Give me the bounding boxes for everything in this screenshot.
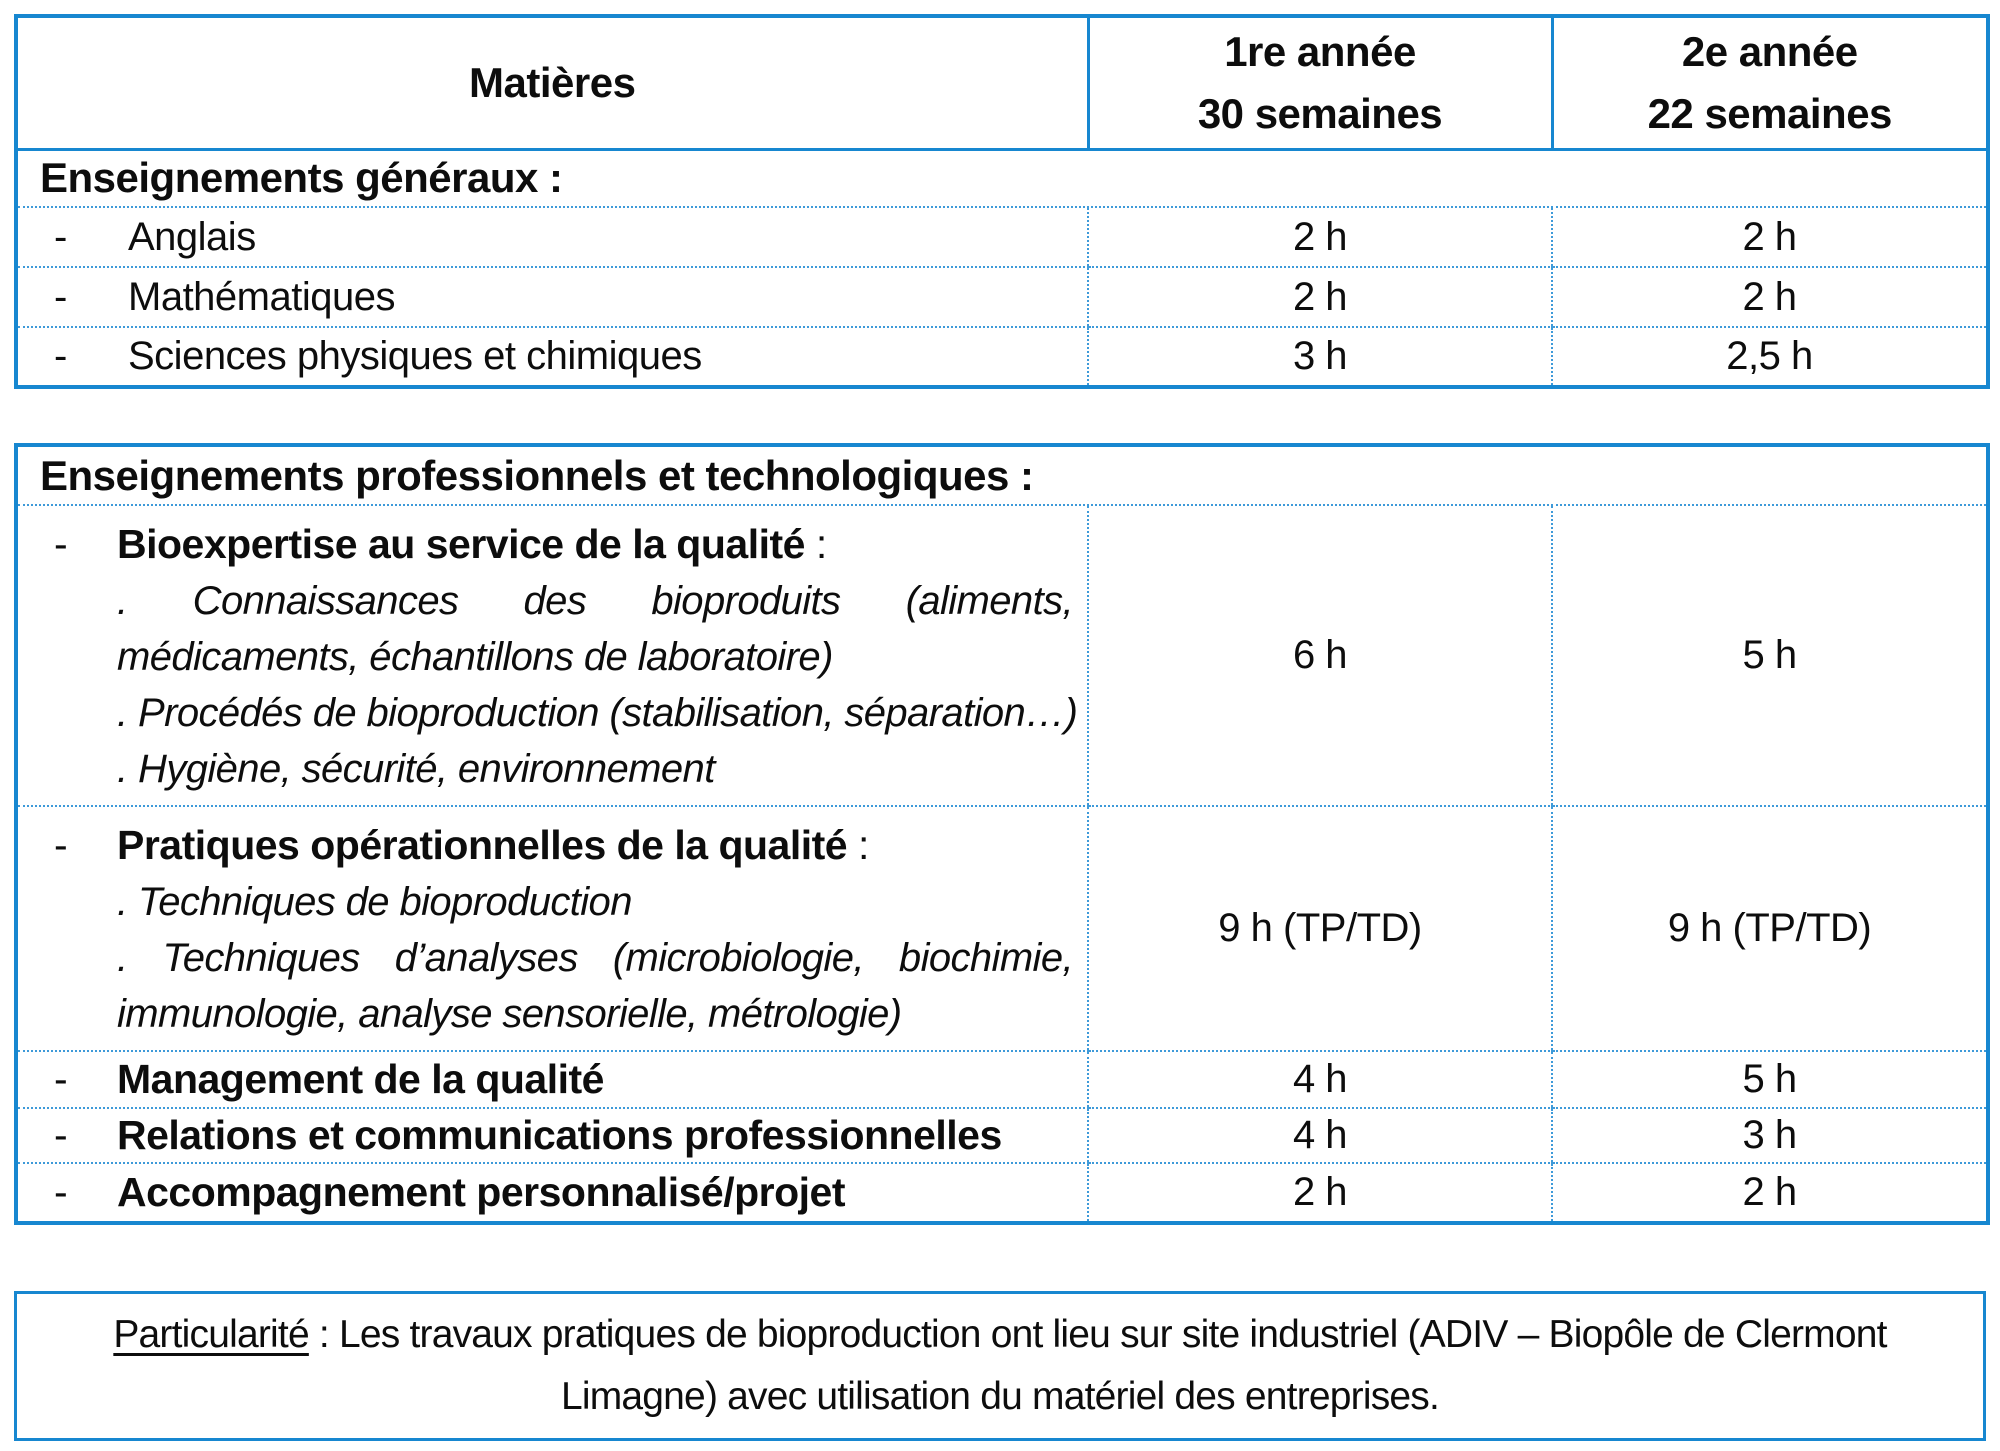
list-dash: - xyxy=(54,214,67,259)
title-colon: : xyxy=(804,521,827,567)
subject-label: Mathématiques xyxy=(128,274,395,319)
hours-year1: 6 h xyxy=(1088,505,1552,806)
subject-cell xyxy=(16,267,1088,327)
subject-subitem: . Techniques d’analyses (microbiologie, biochimie, immunologie, analyse sensorielle, métrologie) xyxy=(117,936,1073,1036)
subject-subitem: . Techniques de bioproduction xyxy=(117,880,632,924)
row-anglais xyxy=(16,207,1988,267)
header-subjects xyxy=(16,16,1088,149)
subject-label: Management de la qualité xyxy=(117,1056,604,1102)
subject-label: Relations et communications professionnelles xyxy=(117,1112,1002,1158)
hours-year2: 5 h xyxy=(1552,1051,1988,1108)
section-title-general: Enseignements généraux : xyxy=(16,149,1988,207)
hours-year2: 2 h xyxy=(1552,207,1988,267)
subject-cell xyxy=(16,505,1088,806)
list-dash: - xyxy=(54,822,68,868)
hours-year1: 2 h xyxy=(1088,267,1552,327)
subject-title-line xyxy=(54,516,1073,573)
header-year2 xyxy=(1552,16,1988,149)
note-label: Particularité xyxy=(113,1313,309,1356)
list-dash: - xyxy=(54,334,67,378)
table-header-row xyxy=(16,16,1988,149)
subject-title: Pratiques opérationnelles de la qualité xyxy=(117,822,848,868)
hours-year1: 2 h xyxy=(1088,1163,1552,1223)
row-relations-communications xyxy=(16,1108,1988,1163)
hours-year2: 2,5 h xyxy=(1552,327,1988,387)
hours-year2: 5 h xyxy=(1552,505,1988,806)
hours-year1: 3 h xyxy=(1088,327,1552,387)
header-year1-line2: 30 semaines xyxy=(1197,89,1443,137)
header-year2-line1: 2e année xyxy=(1681,27,1858,75)
subject-title-line xyxy=(54,817,1073,874)
row-bioexpertise xyxy=(16,505,1988,806)
list-dash: - xyxy=(54,274,67,319)
subject-cell xyxy=(16,1163,1088,1223)
subject-cell xyxy=(16,327,1088,387)
header-year1 xyxy=(1088,16,1552,149)
note-text xyxy=(41,1304,1959,1428)
row-accompagnement xyxy=(16,1163,1988,1223)
subject-cell xyxy=(16,207,1088,267)
hours-year1: 9 h (TP/TD) xyxy=(1088,806,1552,1051)
note-box xyxy=(14,1291,1986,1441)
header-subjects-label: Matières xyxy=(469,58,636,106)
hours-year1: 4 h xyxy=(1088,1051,1552,1108)
section-row-general xyxy=(16,149,1988,207)
professional-subjects-table xyxy=(14,443,1990,1225)
subject-subitem: . Procédés de bioproduction (stabilisation, séparation…) xyxy=(117,691,1078,735)
subject-cell xyxy=(16,1108,1088,1163)
hours-year1: 4 h xyxy=(1088,1108,1552,1163)
header-year1-line1: 1re année xyxy=(1224,27,1416,75)
list-dash: - xyxy=(54,1169,68,1215)
row-sciences-physiques xyxy=(16,327,1988,387)
note-body: : Les travaux pratiques de bioproduction ont lieu sur site industriel (ADIV – Biopôle de Clermont Limagne) avec utilisation du matériel des entreprises. xyxy=(308,1313,1887,1418)
subject-cell xyxy=(16,806,1088,1051)
hours-year2: 2 h xyxy=(1552,267,1988,327)
hours-year2: 3 h xyxy=(1552,1108,1988,1163)
row-pratiques-operationnelles xyxy=(16,806,1988,1051)
general-subjects-table xyxy=(14,14,1990,389)
header-year2-line2: 22 semaines xyxy=(1647,89,1892,137)
list-dash: - xyxy=(54,1112,68,1158)
row-management-qualite xyxy=(16,1051,1988,1108)
hours-year2: 9 h (TP/TD) xyxy=(1552,806,1988,1051)
section-row-professional xyxy=(16,445,1988,505)
section-title-professional: Enseignements professionnels et technologiques : xyxy=(16,445,1988,505)
subject-label: Accompagnement personnalisé/projet xyxy=(117,1169,846,1215)
subject-subitem: . Connaissances des bioproduits (aliments, médicaments, échantillons de laboratoire) xyxy=(117,579,1073,679)
subject-label: Sciences physiques et chimiques xyxy=(128,334,702,378)
hours-year2: 2 h xyxy=(1552,1163,1988,1223)
list-dash: - xyxy=(54,1056,68,1102)
list-dash: - xyxy=(54,521,68,567)
subject-cell xyxy=(16,1051,1088,1108)
hours-year1: 2 h xyxy=(1088,207,1552,267)
subject-subitem: . Hygiène, sécurité, environnement xyxy=(117,747,715,791)
subject-title: Bioexpertise au service de la qualité xyxy=(117,521,805,567)
title-colon: : xyxy=(847,822,869,868)
subject-label: Anglais xyxy=(128,214,256,259)
row-mathematiques xyxy=(16,267,1988,327)
